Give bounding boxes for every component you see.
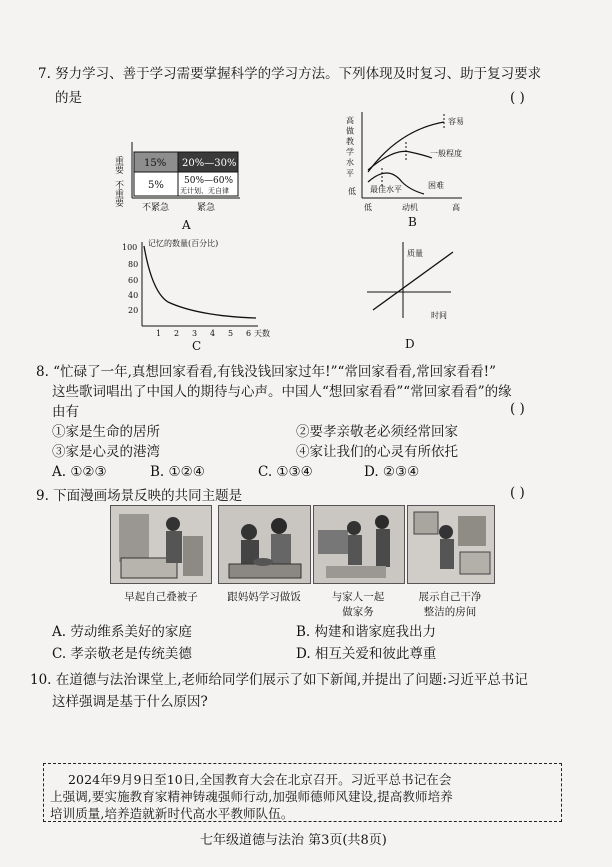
fig-b-ylabel: 高 做 教 学 水 平 bbox=[345, 116, 355, 177]
svg-text:4: 4 bbox=[210, 329, 216, 338]
q8-option-1: ①家是生命的居所 bbox=[52, 424, 160, 440]
svg-text:20: 20 bbox=[128, 306, 139, 315]
q8-option-4: ④家让我们的心灵有所依托 bbox=[296, 444, 458, 460]
q9-choice-d: D. 相互关爱和彼此尊重 bbox=[296, 646, 437, 662]
fig-a-xlabel-left: 不紧急 bbox=[142, 203, 170, 213]
fig-c-caption: C bbox=[192, 339, 202, 353]
q7-line1: 7. 努力学习、善于学习需要掌握科学的学习方法。下列体现及时复习、助于复习要求 bbox=[38, 66, 542, 82]
fig-c-xlabel: 天数 bbox=[254, 329, 270, 338]
fig-b-curve-label-easy: 容易 bbox=[448, 117, 464, 126]
comic-caption-2: 跟妈妈学习做饭 bbox=[227, 591, 301, 603]
fig-d-caption: D bbox=[405, 337, 415, 351]
q10-line2: 这样强调是基于什么原因? bbox=[52, 694, 208, 710]
q9-choice-a: A. 劳动维系美好的家庭 bbox=[52, 624, 192, 640]
fig-b-caption: B bbox=[408, 215, 417, 229]
fig-b-xmid: 动机 bbox=[402, 203, 418, 212]
fig-a-cell-3-label: 5% bbox=[148, 180, 164, 191]
fig-b-xlow: 低 bbox=[364, 203, 372, 212]
svg-text:40: 40 bbox=[128, 291, 139, 300]
svg-text:6: 6 bbox=[246, 329, 252, 338]
q8-line1: 8. “忙碌了一年,真想回家看看,有钱没钱回家过年!”“常回家看看,常回家看看!” bbox=[36, 364, 497, 380]
q9-answer-paren: ( ) bbox=[510, 485, 525, 501]
svg-text:2: 2 bbox=[174, 329, 180, 338]
fig-a-ylabel-top: 重要 bbox=[113, 156, 123, 174]
svg-text:80: 80 bbox=[128, 260, 139, 269]
q8-choice-d: D. ②③④ bbox=[364, 464, 420, 480]
comic-panel-1 bbox=[110, 505, 212, 584]
fig-b-curve-label-hard: 困难 bbox=[428, 181, 444, 190]
fig-a-cell-4-label: 50%—60% bbox=[184, 176, 234, 186]
svg-text:3: 3 bbox=[192, 329, 198, 338]
fig-d-ylabel: 质量 bbox=[407, 249, 423, 258]
fig-a-cell-4-sub: 无计划、无自律 bbox=[180, 187, 229, 195]
fig-a-ylabel-bottom: 不重要 bbox=[113, 180, 123, 207]
q9-stem: 9. 下面漫画场景反映的共同主题是 bbox=[36, 488, 243, 504]
fig-b-xhigh: 高 bbox=[452, 203, 460, 212]
svg-text:100: 100 bbox=[122, 243, 138, 252]
q7-line2: 的是 bbox=[55, 90, 82, 106]
fig-a-cell-1-label: 15% bbox=[144, 158, 167, 169]
fig-a-xlabel-right: 紧急 bbox=[197, 203, 216, 213]
comic-caption-3a: 与家人一起 bbox=[331, 591, 385, 603]
svg-text:5: 5 bbox=[228, 329, 234, 338]
fig-b-curve-label-mid: 一般程度 bbox=[430, 149, 462, 158]
fig-c-title: 记忆的数量(百分比) bbox=[148, 239, 219, 248]
fig-b-best: 最佳水平 bbox=[370, 185, 402, 194]
fig-b-ylow: 低 bbox=[348, 187, 356, 196]
q7-answer-paren: ( ) bbox=[510, 90, 525, 106]
q10-line1: 10. 在道德与法治课堂上,老师给同学们展示了如下新闻,并提出了问题:习近平总书记 bbox=[30, 672, 528, 688]
comic-caption-3b: 做家务 bbox=[342, 606, 374, 618]
q9-choice-c: C. 孝亲敬老是传统美德 bbox=[52, 646, 192, 662]
q8-line2: 这些歌词唱出了中国人的期待与心声。中国人“想回家看看”“常回家看看”的缘 bbox=[52, 384, 512, 400]
comic-caption-4b: 整洁的房间 bbox=[423, 606, 477, 618]
comic-caption-1: 早起自己叠被子 bbox=[124, 591, 198, 603]
figure-b bbox=[344, 110, 474, 228]
q8-option-2: ②要孝亲敬老必须经常回家 bbox=[296, 424, 458, 440]
figure-a bbox=[112, 140, 262, 230]
fig-d-line bbox=[373, 252, 453, 310]
svg-text:60: 60 bbox=[128, 276, 139, 285]
fig-c-curve bbox=[144, 246, 256, 318]
q8-answer-paren: ( ) bbox=[510, 401, 525, 417]
fig-a-cell-2-label: 20%—30% bbox=[182, 158, 237, 169]
figure-c bbox=[118, 238, 278, 353]
news-line-2: 上强调,要实施教育家精神铸魂强师行动,加强师德师风建设,提高教师培养 bbox=[50, 789, 453, 804]
fig-a-caption: A bbox=[182, 218, 191, 232]
comic-panel-4 bbox=[407, 505, 495, 584]
q8-choice-a: A. ①②③ bbox=[52, 464, 107, 480]
q8-line3: 由有 bbox=[52, 404, 79, 420]
svg-text:1: 1 bbox=[156, 329, 162, 338]
comic-caption-4a: 展示自己干净 bbox=[418, 591, 482, 603]
news-box bbox=[43, 763, 562, 822]
q8-option-3: ③家是心灵的港湾 bbox=[52, 444, 160, 460]
fig-d-xlabel: 时间 bbox=[431, 311, 447, 320]
q8-choice-b: B. ①②④ bbox=[150, 464, 205, 480]
page-footer: 七年级道德与法治 第3页(共8页) bbox=[200, 833, 387, 848]
comic-panel-2 bbox=[218, 505, 311, 584]
news-line-1: 2024年9月9日至10日,全国教育大会在北京召开。习近平总书记在会 bbox=[68, 772, 452, 787]
q9-choice-b: B. 构建和谐家庭我出力 bbox=[296, 624, 437, 640]
comic-panel-3 bbox=[313, 505, 405, 584]
figure-d bbox=[365, 240, 455, 350]
news-line-3: 培训质量,培养造就新时代高水平教师队伍。 bbox=[50, 806, 294, 821]
q8-choice-c: C. ①③④ bbox=[258, 464, 313, 480]
